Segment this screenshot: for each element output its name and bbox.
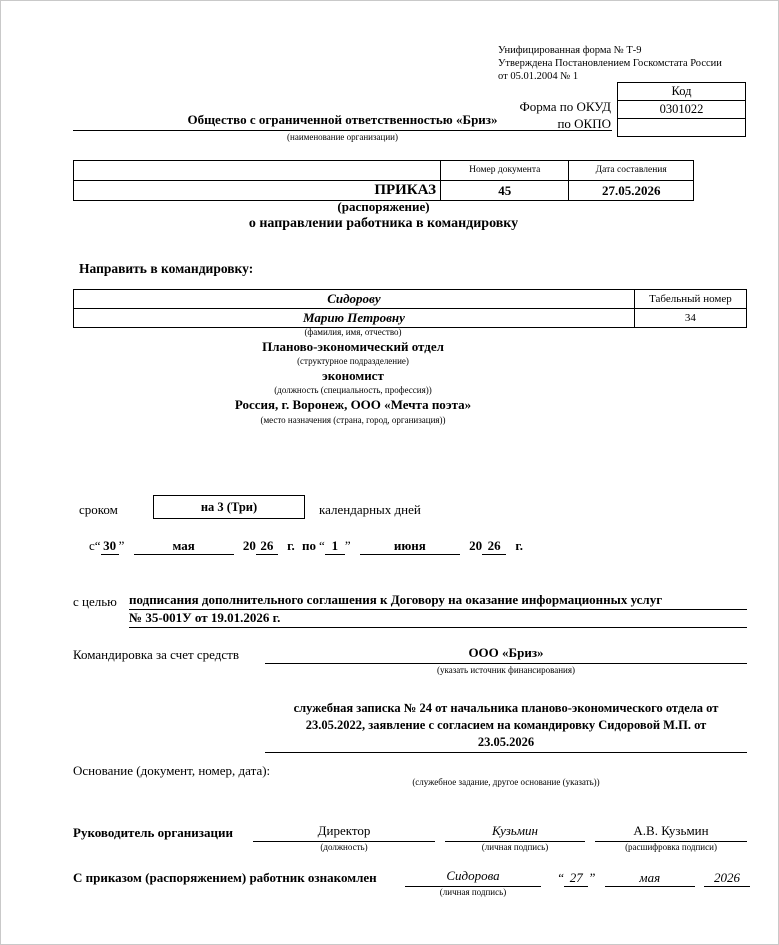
organization-name: Общество с ограниченной ответственностью «Бриз» bbox=[73, 112, 612, 131]
okud-label: Форма по ОКУД bbox=[519, 99, 611, 114]
form-id-line-2: Утверждена Постановлением Госкомстата России bbox=[498, 58, 722, 69]
destination-value: Россия, г. Воронеж, ООО «Мечта поэта» bbox=[234, 397, 472, 412]
purpose-line-1: подписания дополнительного соглашения к Договору на оказание информационных услуг bbox=[129, 592, 747, 610]
organization-name-caption: (наименование организации) bbox=[287, 132, 398, 142]
order-number-value: 45 bbox=[441, 181, 569, 201]
order-title: ПРИКАЗ bbox=[74, 181, 441, 201]
code-table-okpo-row bbox=[618, 119, 746, 137]
form-identification bbox=[498, 44, 722, 83]
form-id-line-1: Унифицированная форма № Т-9 bbox=[498, 45, 642, 56]
head-signature-caption: (личная подпись) bbox=[481, 842, 549, 852]
basis-line-1: служебная записка № 24 от начальника планово-экономического отдела от bbox=[293, 701, 719, 715]
order-table-header-row bbox=[74, 161, 694, 181]
employee-table bbox=[73, 289, 747, 328]
to-year: 26 bbox=[482, 538, 506, 555]
from-quote-close: ” bbox=[118, 538, 125, 553]
code-table bbox=[617, 82, 746, 137]
term-days-label: календарных дней bbox=[319, 502, 421, 517]
basis-line-2: 23.05.2022, заявление с согласием на командировку Сидоровой М.П. от bbox=[305, 718, 707, 732]
to-year-prefix: 20 bbox=[469, 538, 483, 553]
from-day: 30 bbox=[101, 538, 119, 555]
tab-number-label: Табельный номер bbox=[634, 290, 746, 309]
code-header-cell: Код bbox=[618, 83, 746, 101]
form-id-line-3: от 05.01.2004 № 1 bbox=[498, 71, 579, 82]
head-position: Директор bbox=[253, 823, 435, 842]
from-year: 26 bbox=[256, 538, 278, 555]
okpo-value-cell bbox=[618, 119, 746, 137]
to-month: июня bbox=[360, 538, 460, 555]
employee-surname: Сидорову bbox=[74, 290, 635, 309]
head-signature: Кузьмин bbox=[445, 823, 585, 842]
order-table bbox=[73, 160, 694, 201]
order-title-spacer bbox=[74, 161, 441, 181]
basis-line-3: 23.05.2026 bbox=[265, 735, 747, 753]
term-label: сроком bbox=[79, 502, 118, 517]
to-year-suffix: г. bbox=[515, 538, 524, 553]
to-quote-close: ” bbox=[344, 538, 351, 553]
acknowledgement-signature-caption: (личная подпись) bbox=[439, 887, 507, 897]
from-month: мая bbox=[134, 538, 234, 555]
code-table-okud-row bbox=[618, 101, 746, 119]
code-table-header-row bbox=[618, 83, 746, 101]
order-date-label: Дата составления bbox=[569, 161, 694, 181]
acknowledgement-label: С приказом (распоряжением) работник ознакомлен bbox=[73, 870, 377, 885]
basis-label: Основание (документ, номер, дата): bbox=[73, 763, 271, 778]
to-day: 1 bbox=[325, 538, 345, 555]
financing-value: ООО «Бриз» bbox=[265, 645, 747, 664]
position-caption: (должность (специальность, профессия)) bbox=[274, 385, 432, 395]
term-value-box: на 3 (Три) bbox=[153, 495, 305, 519]
acknowledgement-date bbox=[557, 870, 750, 887]
acknowledgement-year: 2026 bbox=[704, 870, 750, 887]
date-range-line bbox=[89, 538, 523, 555]
employee-given-names: Марию Петровну bbox=[74, 309, 635, 328]
position-value: экономист bbox=[322, 368, 384, 383]
employee-givenname-row bbox=[74, 309, 747, 328]
order-table-value-row bbox=[74, 181, 694, 201]
from-year-suffix: г. bbox=[287, 538, 295, 553]
tab-number-value: 34 bbox=[634, 309, 746, 328]
assignment-heading: Направить в командировку: bbox=[79, 261, 254, 276]
purpose-line-2: № 35-001У от 19.01.2026 г. bbox=[129, 610, 747, 628]
destination-caption: (место назначения (страна, город, организация)) bbox=[260, 415, 446, 425]
ack-quote-close: ” bbox=[588, 870, 596, 885]
to-quote-open: “ bbox=[319, 538, 325, 553]
employee-surname-row bbox=[74, 290, 747, 309]
acknowledgement-signature: Сидорова bbox=[405, 868, 541, 887]
department-value: Планово-экономический отдел bbox=[262, 339, 444, 354]
order-number-label: Номер документа bbox=[441, 161, 569, 181]
head-name-caption: (расшифровка подписи) bbox=[625, 842, 717, 852]
order-about: о направлении работника в командировку bbox=[248, 216, 519, 231]
okud-value-cell: 0301022 bbox=[618, 101, 746, 119]
to-prefix: по bbox=[302, 538, 317, 553]
from-year-prefix: 20 bbox=[242, 538, 256, 553]
financing-caption: (указать источник финансирования) bbox=[437, 665, 575, 675]
head-label: Руководитель организации bbox=[73, 825, 233, 840]
purpose-label: с целью bbox=[73, 594, 117, 609]
acknowledgement-month: мая bbox=[605, 870, 695, 887]
order-date-value: 27.05.2026 bbox=[569, 181, 694, 201]
okpo-label: по ОКПО bbox=[557, 116, 611, 131]
basis-caption: (служебное задание, другое основание (указать)) bbox=[412, 777, 600, 787]
fio-caption: (фамилия, имя, отчество) bbox=[304, 327, 402, 337]
department-caption: (структурное подразделение) bbox=[297, 356, 409, 366]
from-quote-open: “ bbox=[94, 538, 101, 553]
financing-label: Командировка за счет средств bbox=[73, 647, 239, 662]
from-prefix: с bbox=[89, 538, 95, 553]
ack-quote-open: “ bbox=[557, 870, 565, 885]
order-subtitle: (распоряжение) bbox=[337, 199, 430, 214]
head-name: А.В. Кузьмин bbox=[595, 823, 747, 842]
head-position-caption: (должность) bbox=[320, 842, 368, 852]
acknowledgement-day: 27 bbox=[564, 870, 588, 887]
